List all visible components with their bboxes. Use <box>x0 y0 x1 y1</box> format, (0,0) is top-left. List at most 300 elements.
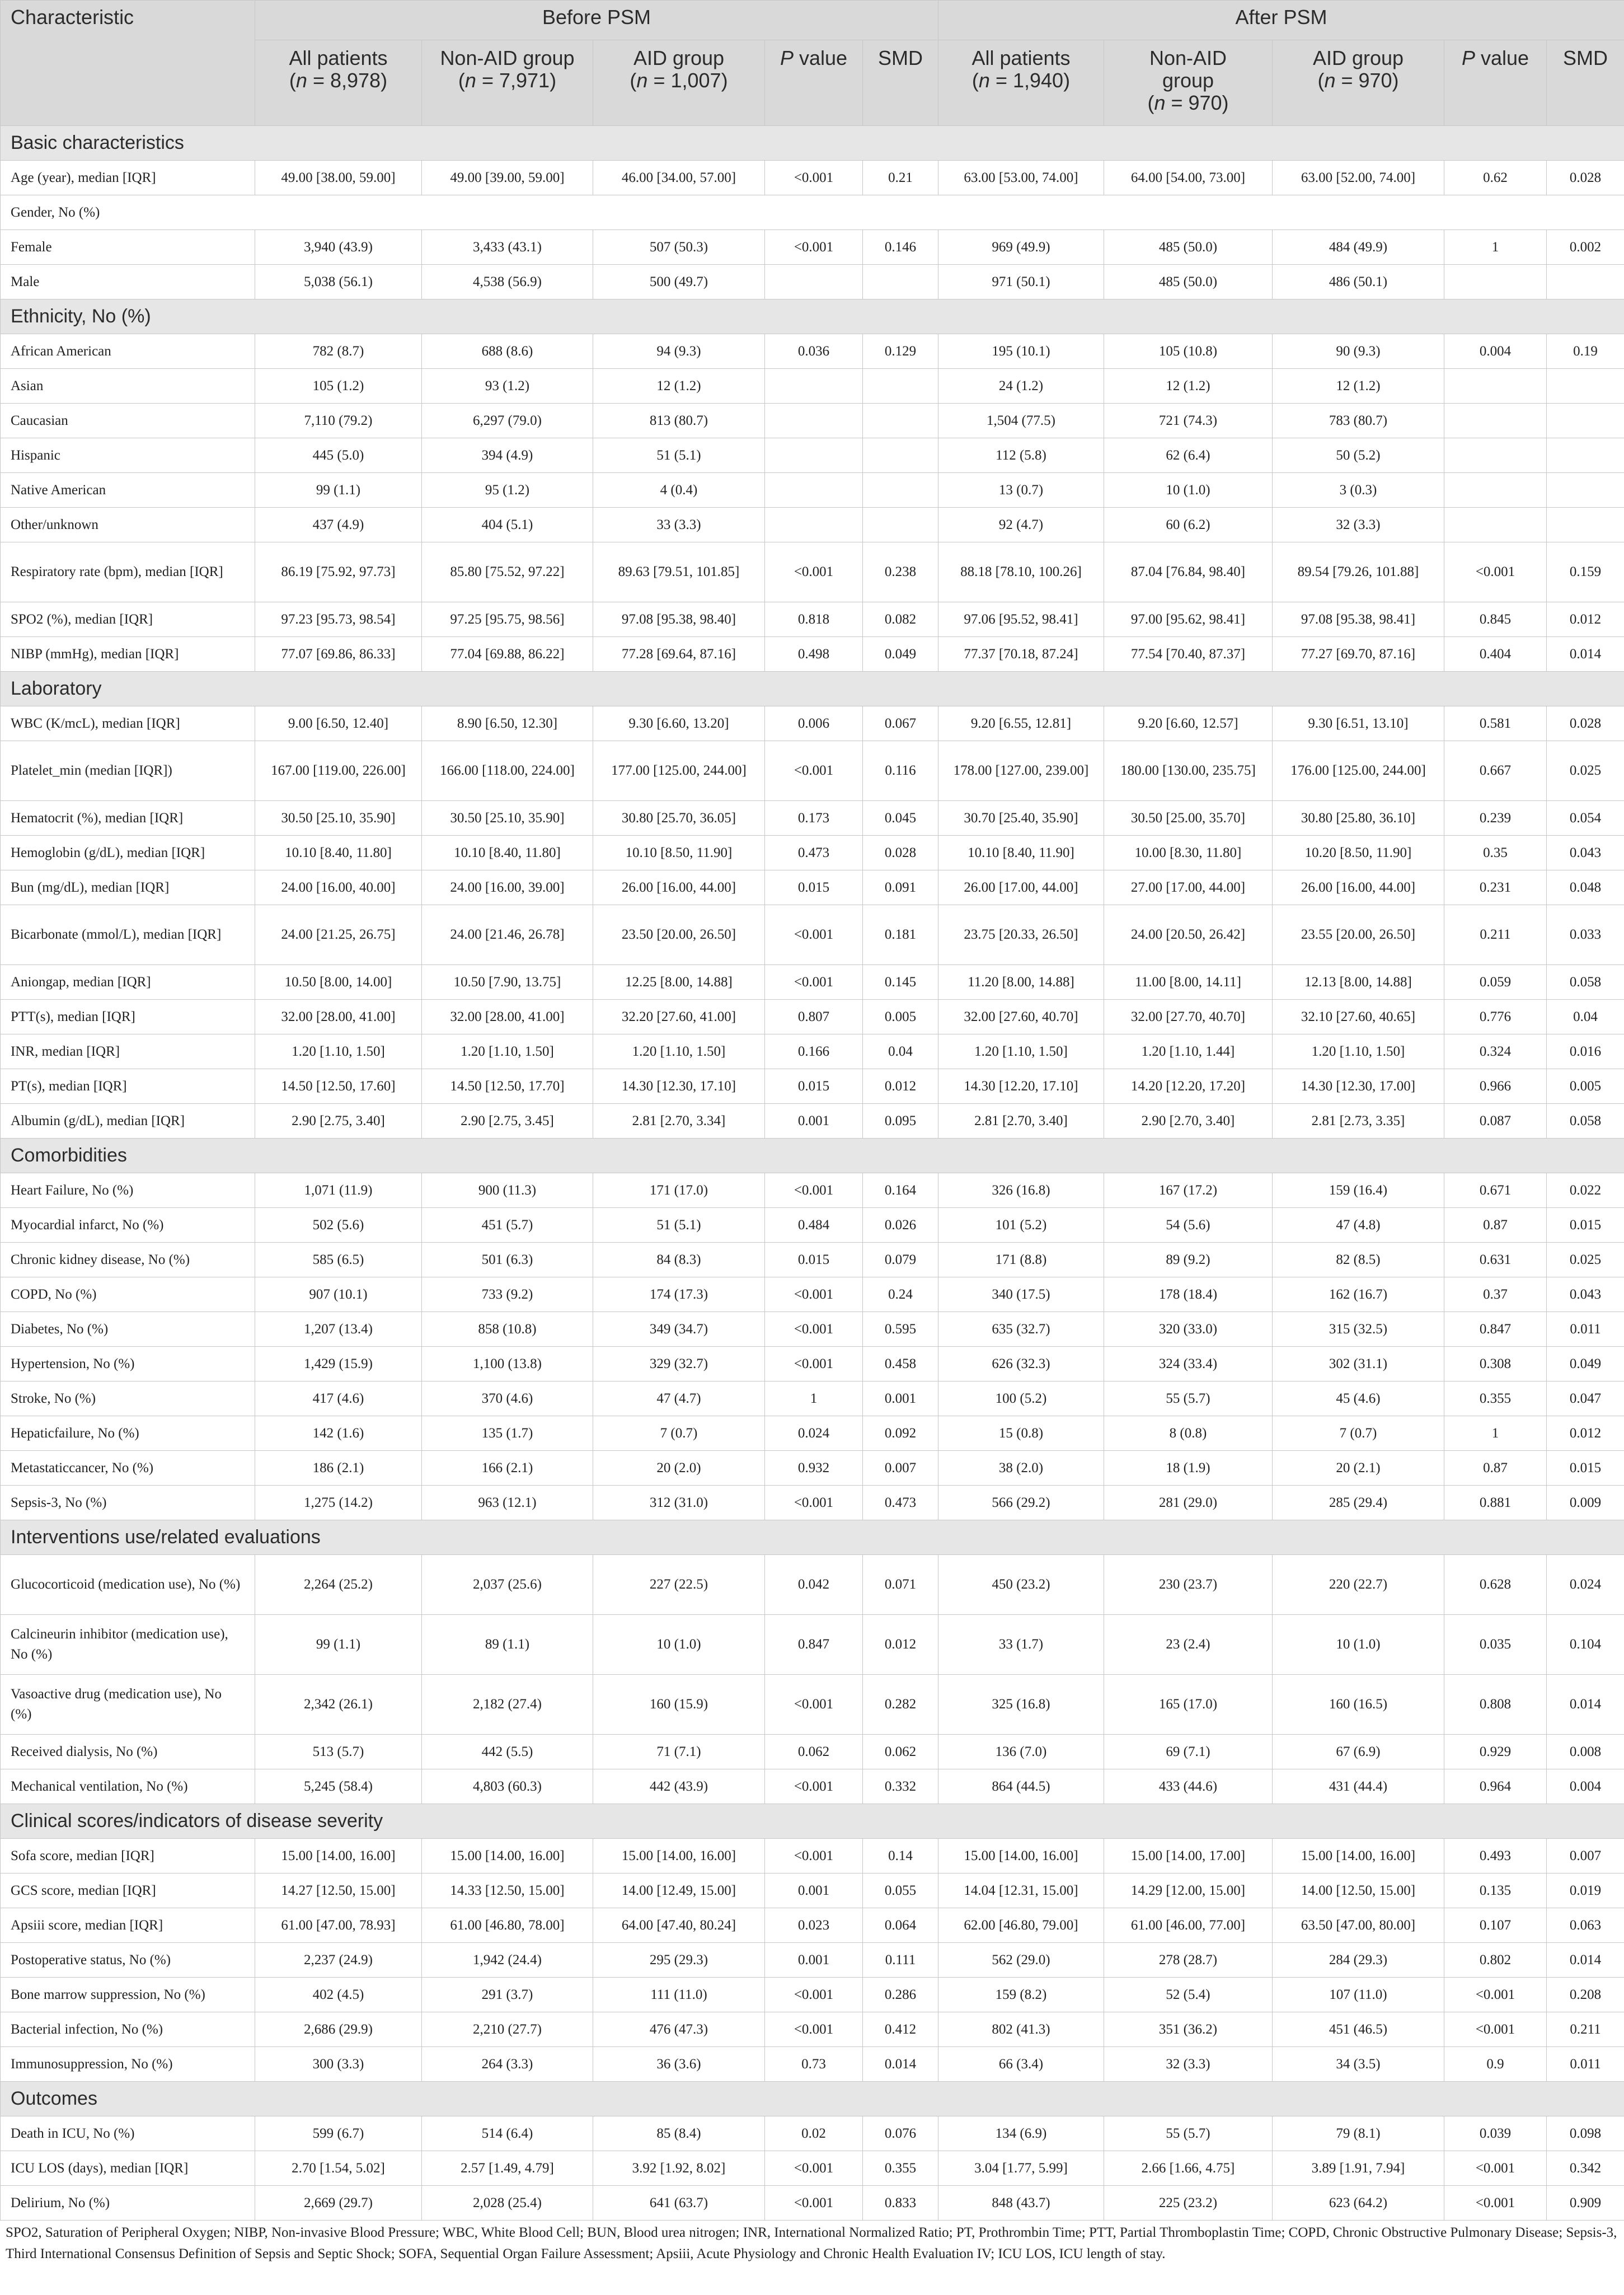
table-cell: <0.001 <box>765 1675 863 1735</box>
table-cell: 6,297 (79.0) <box>422 404 593 438</box>
table-cell: <0.001 <box>1444 542 1547 602</box>
table-cell: 2,037 (25.6) <box>422 1555 593 1615</box>
table-cell: 431 (44.4) <box>1273 1769 1444 1804</box>
table-row <box>1 508 1624 542</box>
header-after-col-1 <box>1104 40 1273 126</box>
table-cell: 0.026 <box>863 1208 938 1243</box>
table-cell: 0.324 <box>1444 1034 1547 1069</box>
table-cell: 0.802 <box>1444 1943 1547 1978</box>
table-cell: 30.50 [25.10, 35.90] <box>422 801 593 836</box>
table-cell: 0.73 <box>765 2047 863 2082</box>
table-row <box>1 1874 1624 1908</box>
row-label: Hepaticfailure, No (%) <box>1 1416 255 1451</box>
p-italic: P <box>780 46 794 69</box>
table-cell: 1,207 (13.4) <box>255 1312 422 1347</box>
table-cell: 0.211 <box>1547 2012 1624 2047</box>
table-cell: 171 (8.8) <box>938 1243 1104 1277</box>
table-cell: 485 (50.0) <box>1104 265 1273 299</box>
table-cell <box>1444 508 1547 542</box>
table-cell: 32.20 [27.60, 41.00] <box>593 1000 765 1034</box>
table-cell: 566 (29.2) <box>938 1486 1104 1520</box>
table-cell: 1.20 [1.10, 1.50] <box>422 1034 593 1069</box>
table-cell: 0.9 <box>1444 2047 1547 2082</box>
table-cell: 79 (8.1) <box>1273 2116 1444 2151</box>
table-row <box>1 1675 1624 1735</box>
table-cell <box>1444 265 1547 299</box>
table-cell: 340 (17.5) <box>938 1277 1104 1312</box>
table-cell: 0.308 <box>1444 1347 1547 1381</box>
table-cell: 0.909 <box>1547 2186 1624 2221</box>
table-cell: 0.087 <box>1444 1104 1547 1139</box>
table-row <box>1 1173 1624 1208</box>
table-cell: 864 (44.5) <box>938 1769 1104 1804</box>
table-cell: 51 (5.1) <box>593 438 765 473</box>
table-cell: <0.001 <box>765 1978 863 2012</box>
table-row <box>1 1243 1624 1277</box>
row-label: COPD, No (%) <box>1 1277 255 1312</box>
table-cell: 107 (11.0) <box>1273 1978 1444 2012</box>
table-cell: 0.004 <box>1547 1769 1624 1804</box>
table-cell: 176.00 [125.00, 244.00] <box>1273 741 1444 801</box>
table-cell: 485 (50.0) <box>1104 230 1273 265</box>
table-cell: 0.239 <box>1444 801 1547 836</box>
table-cell: 62 (6.4) <box>1104 438 1273 473</box>
table-row <box>1 801 1624 836</box>
table-cell: 14.20 [12.20, 17.20] <box>1104 1069 1273 1104</box>
table-cell: 0.009 <box>1547 1486 1624 1520</box>
table-cell: 0.667 <box>1444 741 1547 801</box>
table-cell: 507 (50.3) <box>593 230 765 265</box>
table-cell: 51 (5.1) <box>593 1208 765 1243</box>
table-cell: 9.00 [6.50, 12.40] <box>255 706 422 741</box>
table-cell: 61.00 [46.80, 78.00] <box>422 1908 593 1943</box>
table-cell: 30.80 [25.70, 36.05] <box>593 801 765 836</box>
table-cell <box>1444 438 1547 473</box>
table-cell: 62.00 [46.80, 79.00] <box>938 1908 1104 1943</box>
table-cell: 626 (32.3) <box>938 1347 1104 1381</box>
table-header <box>1 1 1624 126</box>
table-cell: 969 (49.9) <box>938 230 1104 265</box>
table-cell: 2.57 [1.49, 4.79] <box>422 2151 593 2186</box>
table-cell <box>863 438 938 473</box>
table-row <box>1 2186 1624 2221</box>
table-cell: 89 (9.2) <box>1104 1243 1273 1277</box>
table-cell: 3.92 [1.92, 8.02] <box>593 2151 765 2186</box>
row-label: Hypertension, No (%) <box>1 1347 255 1381</box>
table-cell: 291 (3.7) <box>422 1978 593 2012</box>
section-heading: Basic characteristics <box>1 126 1624 161</box>
header-text-line: P value <box>780 46 848 69</box>
table-cell: 0.104 <box>1547 1615 1624 1675</box>
table-cell: 99 (1.1) <box>255 1615 422 1675</box>
table-cell: 0.001 <box>765 1943 863 1978</box>
table-cell: 635 (32.7) <box>938 1312 1104 1347</box>
table-cell: 0.059 <box>1444 965 1547 1000</box>
table-cell: 50 (5.2) <box>1273 438 1444 473</box>
section-heading: Laboratory <box>1 672 1624 706</box>
header-before-col-2 <box>593 40 765 126</box>
table-cell: 433 (44.6) <box>1104 1769 1273 1804</box>
row-label: Postoperative status, No (%) <box>1 1943 255 1978</box>
table-cell: 1,504 (77.5) <box>938 404 1104 438</box>
table-row <box>1 965 1624 1000</box>
table-cell: 0.005 <box>1547 1069 1624 1104</box>
table-cell: 599 (6.7) <box>255 2116 422 2151</box>
row-label: Calcineurin inhibitor (medication use), No (%) <box>1 1615 255 1675</box>
table-cell: 326 (16.8) <box>938 1173 1104 1208</box>
table-cell: 2.70 [1.54, 5.02] <box>255 2151 422 2186</box>
table-cell: 134 (6.9) <box>938 2116 1104 2151</box>
table-cell: 225 (23.2) <box>1104 2186 1273 2221</box>
header-before-col-1 <box>422 40 593 126</box>
table-cell: 0.412 <box>863 2012 938 2047</box>
table-row <box>1 473 1624 508</box>
table-cell: 2,669 (29.7) <box>255 2186 422 2221</box>
table-cell: 54 (5.6) <box>1104 1208 1273 1243</box>
table-cell: 9.20 [6.55, 12.81] <box>938 706 1104 741</box>
table-cell <box>1547 438 1624 473</box>
table-cell <box>1444 473 1547 508</box>
table-cell: 2,237 (24.9) <box>255 1943 422 1978</box>
table-cell: 0.079 <box>863 1243 938 1277</box>
table-cell: 0.404 <box>1444 637 1547 672</box>
table-cell: 0.24 <box>863 1277 938 1312</box>
table-cell: 848 (43.7) <box>938 2186 1104 2221</box>
section-row <box>1 1520 1624 1555</box>
row-label: Aniongap, median [IQR] <box>1 965 255 1000</box>
table-cell: <0.001 <box>765 1173 863 1208</box>
table-cell: 71 (7.1) <box>593 1735 765 1769</box>
table-cell: 0.082 <box>863 602 938 637</box>
table-cell: 0.076 <box>863 2116 938 2151</box>
table-cell: 2.90 [2.75, 3.40] <box>255 1104 422 1139</box>
table-cell: 0.054 <box>1547 801 1624 836</box>
row-label: Metastaticcancer, No (%) <box>1 1451 255 1486</box>
table-row <box>1 1277 1624 1312</box>
table-cell: 26.00 [17.00, 44.00] <box>938 870 1104 905</box>
table-cell: 10 (1.0) <box>1273 1615 1444 1675</box>
table-cell <box>765 369 863 404</box>
table-cell: <0.001 <box>765 230 863 265</box>
table-cell: 14.50 [12.50, 17.70] <box>422 1069 593 1104</box>
table-cell: 0.458 <box>863 1347 938 1381</box>
table-cell: 0.049 <box>863 637 938 672</box>
table-cell: 23 (2.4) <box>1104 1615 1273 1675</box>
table-cell <box>1444 369 1547 404</box>
table-cell: 67 (6.9) <box>1273 1735 1444 1769</box>
table-cell: 69 (7.1) <box>1104 1735 1273 1769</box>
table-cell: 34 (3.5) <box>1273 2047 1444 2082</box>
table-cell: 0.35 <box>1444 836 1547 870</box>
table-cell: 0.014 <box>1547 637 1624 672</box>
section-row <box>1 126 1624 161</box>
table-cell: 0.847 <box>1444 1312 1547 1347</box>
table-row <box>1 706 1624 741</box>
table-cell: 0.024 <box>765 1416 863 1451</box>
table-cell: 165 (17.0) <box>1104 1675 1273 1735</box>
table-cell: 0.62 <box>1444 161 1547 195</box>
table-row <box>1 1555 1624 1615</box>
table-cell: 451 (5.7) <box>422 1208 593 1243</box>
table-cell: 1,071 (11.9) <box>255 1173 422 1208</box>
table-cell: 2.90 [2.70, 3.40] <box>1104 1104 1273 1139</box>
table-cell: 159 (16.4) <box>1273 1173 1444 1208</box>
section-row <box>1 1139 1624 1173</box>
table-cell: 0.332 <box>863 1769 938 1804</box>
header-text-line: All patients <box>971 46 1071 69</box>
row-label: Gender, No (%) <box>1 195 1624 230</box>
table-row <box>1 1908 1624 1943</box>
table-cell: 136 (7.0) <box>938 1735 1104 1769</box>
row-label: Apsiii score, median [IQR] <box>1 1908 255 1943</box>
table-cell: 4,803 (60.3) <box>422 1769 593 1804</box>
header-after-col-2 <box>1273 40 1444 126</box>
table-cell: 0.473 <box>765 836 863 870</box>
row-label: Caucasian <box>1 404 255 438</box>
table-cell <box>1547 369 1624 404</box>
table-cell: 0.007 <box>1547 1839 1624 1874</box>
table-cell: 0.042 <box>765 1555 863 1615</box>
table-cell: 0.071 <box>863 1555 938 1615</box>
row-label: Hispanic <box>1 438 255 473</box>
table-cell: 1 <box>1444 1416 1547 1451</box>
table-cell: 0.966 <box>1444 1069 1547 1104</box>
table-cell: 0.181 <box>863 905 938 965</box>
table-cell: 963 (12.1) <box>422 1486 593 1520</box>
table-cell: 7 (0.7) <box>593 1416 765 1451</box>
table-cell: 26.00 [16.00, 44.00] <box>1273 870 1444 905</box>
table-cell: 2.81 [2.70, 3.40] <box>938 1104 1104 1139</box>
table-cell: 105 (1.2) <box>255 369 422 404</box>
table-cell: <0.001 <box>765 1312 863 1347</box>
table-cell: 135 (1.7) <box>422 1416 593 1451</box>
header-text-line: group <box>1162 69 1214 92</box>
table-row <box>1 542 1624 602</box>
table-cell: 0.286 <box>863 1978 938 2012</box>
table-cell: 688 (8.6) <box>422 334 593 369</box>
table-cell: 0.035 <box>1444 1615 1547 1675</box>
row-label: Female <box>1 230 255 265</box>
table-cell <box>1547 265 1624 299</box>
table-cell: 177.00 [125.00, 244.00] <box>593 741 765 801</box>
table-cell: 0.025 <box>1547 741 1624 801</box>
table-cell: 160 (16.5) <box>1273 1675 1444 1735</box>
table-cell: 0.015 <box>1547 1208 1624 1243</box>
table-cell: 15 (0.8) <box>938 1416 1104 1451</box>
table-cell: 0.062 <box>765 1735 863 1769</box>
table-row <box>1 2012 1624 2047</box>
table-cell: 87.04 [76.84, 98.40] <box>1104 542 1273 602</box>
table-cell: 0.355 <box>863 2151 938 2186</box>
table-cell: 0.091 <box>863 870 938 905</box>
table-cell: 0.001 <box>863 1381 938 1416</box>
table-cell: 500 (49.7) <box>593 265 765 299</box>
table-cell: 9.20 [6.60, 12.57] <box>1104 706 1273 741</box>
table-cell: 85.80 [75.52, 97.22] <box>422 542 593 602</box>
header-text-line: All patients <box>289 46 388 69</box>
table-cell: 220 (22.7) <box>1273 1555 1444 1615</box>
table-row <box>1 1381 1624 1416</box>
table-cell: 0.231 <box>1444 870 1547 905</box>
header-n-count: (n = 7,971) <box>458 69 557 92</box>
table-cell: 0.498 <box>765 637 863 672</box>
table-cell: 97.25 [95.75, 98.56] <box>422 602 593 637</box>
table-cell: 4 (0.4) <box>593 473 765 508</box>
table-row <box>1 1978 1624 2012</box>
table-row <box>1 369 1624 404</box>
table-cell: 0.019 <box>1547 1874 1624 1908</box>
table-cell: 0.211 <box>1444 905 1547 965</box>
table-cell: 12.13 [8.00, 14.88] <box>1273 965 1444 1000</box>
table-cell: 1.20 [1.10, 1.50] <box>1273 1034 1444 1069</box>
header-text-line: AID group <box>1312 46 1404 69</box>
table-cell: 174 (17.3) <box>593 1277 765 1312</box>
table-cell: 180.00 [130.00, 235.75] <box>1104 741 1273 801</box>
table-cell: 64.00 [47.40, 80.24] <box>593 1908 765 1943</box>
table-cell: 7,110 (79.2) <box>255 404 422 438</box>
table-cell: 0.845 <box>1444 602 1547 637</box>
table-row <box>1 1000 1624 1034</box>
table-cell: 0.006 <box>765 706 863 741</box>
table-cell: 0.833 <box>863 2186 938 2221</box>
table-cell: 0.002 <box>1547 230 1624 265</box>
table-cell: 2.81 [2.73, 3.35] <box>1273 1104 1444 1139</box>
row-label: GCS score, median [IQR] <box>1 1874 255 1908</box>
row-label: INR, median [IQR] <box>1 1034 255 1069</box>
table-cell: <0.001 <box>1444 2151 1547 2186</box>
header-after-col-4 <box>1547 40 1624 126</box>
table-cell: 3.89 [1.91, 7.94] <box>1273 2151 1444 2186</box>
row-label: Stroke, No (%) <box>1 1381 255 1416</box>
table-cell: 0.043 <box>1547 1277 1624 1312</box>
table-cell: 1,275 (14.2) <box>255 1486 422 1520</box>
table-cell: 24.00 [21.46, 26.78] <box>422 905 593 965</box>
table-cell: <0.001 <box>765 1769 863 1804</box>
table-cell: 0.024 <box>1547 1555 1624 1615</box>
table-row <box>1 1034 1624 1069</box>
table-row <box>1 1486 1624 1520</box>
table-cell <box>863 265 938 299</box>
table-cell: 12 (1.2) <box>1273 369 1444 404</box>
table-cell: 30.50 [25.10, 35.90] <box>255 801 422 836</box>
table-cell: 64.00 [54.00, 73.00] <box>1104 161 1273 195</box>
row-label: Native American <box>1 473 255 508</box>
header-n-count: (n = 1,940) <box>971 69 1071 92</box>
table-cell: 0.159 <box>1547 542 1624 602</box>
table-cell: 1.20 [1.10, 1.50] <box>938 1034 1104 1069</box>
row-label: Albumin (g/dL), median [IQR] <box>1 1104 255 1139</box>
table-row <box>1 1208 1624 1243</box>
table-cell: 351 (36.2) <box>1104 2012 1273 2047</box>
section-heading: Outcomes <box>1 2082 1624 2116</box>
table-cell: 514 (6.4) <box>422 2116 593 2151</box>
table-cell: 394 (4.9) <box>422 438 593 473</box>
table-cell: 30.50 [25.00, 35.70] <box>1104 801 1273 836</box>
table-cell: 0.964 <box>1444 1769 1547 1804</box>
table-cell: 971 (50.1) <box>938 265 1104 299</box>
table-cell: 10.10 [8.40, 11.80] <box>422 836 593 870</box>
table-cell: 10.50 [7.90, 13.75] <box>422 965 593 1000</box>
table-row <box>1 1416 1624 1451</box>
table-cell: 95 (1.2) <box>422 473 593 508</box>
table-cell: 23.55 [20.00, 26.50] <box>1273 905 1444 965</box>
table-row <box>1 1451 1624 1486</box>
table-cell: 84 (8.3) <box>593 1243 765 1277</box>
table-cell: 0.016 <box>1547 1034 1624 1069</box>
table-cell: 802 (41.3) <box>938 2012 1104 2047</box>
table-cell: 14.00 [12.49, 15.00] <box>593 1874 765 1908</box>
table-cell: 97.06 [95.52, 98.41] <box>938 602 1104 637</box>
table-cell: 0.595 <box>863 1312 938 1347</box>
table-cell: <0.001 <box>1444 2012 1547 2047</box>
header-text-line: Non-AID group <box>440 46 575 69</box>
table-cell: 47 (4.7) <box>593 1381 765 1416</box>
row-label: PT(s), median [IQR] <box>1 1069 255 1104</box>
table-cell: 0.807 <box>765 1000 863 1034</box>
header-before-col-3 <box>765 40 863 126</box>
table-cell: 12 (1.2) <box>1104 369 1273 404</box>
table-cell: 2.81 [2.70, 3.34] <box>593 1104 765 1139</box>
table-cell: 97.23 [95.73, 98.54] <box>255 602 422 637</box>
table-row <box>1 2047 1624 2082</box>
table-cell: 813 (80.7) <box>593 404 765 438</box>
table-cell: <0.001 <box>765 2186 863 2221</box>
table-cell: 4,538 (56.9) <box>422 265 593 299</box>
table-cell <box>1444 404 1547 438</box>
table-row <box>1 2151 1624 2186</box>
table-cell <box>765 404 863 438</box>
table-cell: <0.001 <box>765 1347 863 1381</box>
table-cell: 195 (10.1) <box>938 334 1104 369</box>
table-cell: 451 (46.5) <box>1273 2012 1444 2047</box>
table-cell: 11.20 [8.00, 14.88] <box>938 965 1104 1000</box>
table-cell: 1,942 (24.4) <box>422 1943 593 1978</box>
table-row <box>1 334 1624 369</box>
table-cell: 10 (1.0) <box>1104 473 1273 508</box>
table-cell: 9.30 [6.51, 13.10] <box>1273 706 1444 741</box>
table-cell: 1 <box>765 1381 863 1416</box>
table-footnote: SPO2, Saturation of Peripheral Oxygen; NIBP, Non-invasive Blood Pressure; WBC, White Blood Cell; BUN, Blood urea nitrogen; INR, International Normalized Ratio; PT, Prothrombin Time; PTT, Partial Thromboplastin Time; COPD, Chronic Obstructive Pulmonary Disease; Sepsis-3, Third International Consensus Definition of Sepsis and Septic Shock; SOFA, Sequential Organ Failure Assessment; Apsiii, Acute Physiology and Chronic Health Evaluation IV; ICU LOS, ICU length of stay. <box>6 2225 1617 2261</box>
row-label: Delirium, No (%) <box>1 2186 255 2221</box>
table-row <box>1 1735 1624 1769</box>
table-cell: 2,028 (25.4) <box>422 2186 593 2221</box>
table-cell: 0.015 <box>765 1069 863 1104</box>
table-cell: 89 (1.1) <box>422 1615 593 1675</box>
table-cell: 782 (8.7) <box>255 334 422 369</box>
table-cell: 162 (16.7) <box>1273 1277 1444 1312</box>
table-cell: 230 (23.7) <box>1104 1555 1273 1615</box>
table-cell: 0.063 <box>1547 1908 1624 1943</box>
table-cell: 10.00 [8.30, 11.80] <box>1104 836 1273 870</box>
table-cell: 3,433 (43.1) <box>422 230 593 265</box>
table-cell: 77.54 [70.40, 87.37] <box>1104 637 1273 672</box>
row-label: Immunosuppression, No (%) <box>1 2047 255 2082</box>
table-cell: 0.004 <box>1444 334 1547 369</box>
table-cell: 0.062 <box>863 1735 938 1769</box>
table-cell: 9.30 [6.60, 13.20] <box>593 706 765 741</box>
header-text-line: Non-AID <box>1149 46 1227 69</box>
table-cell: 14.50 [12.50, 17.60] <box>255 1069 422 1104</box>
table-cell: 278 (28.7) <box>1104 1943 1273 1978</box>
table-cell: 2,342 (26.1) <box>255 1675 422 1735</box>
row-label: Respiratory rate (bpm), median [IQR] <box>1 542 255 602</box>
section-heading: Interventions use/related evaluations <box>1 1520 1624 1555</box>
table-cell: 0.058 <box>1547 1104 1624 1139</box>
table-cell: 12.25 [8.00, 14.88] <box>593 965 765 1000</box>
table-cell: <0.001 <box>765 965 863 1000</box>
table-cell: 0.014 <box>1547 1943 1624 1978</box>
table-cell: 14.30 [12.30, 17.10] <box>593 1069 765 1104</box>
